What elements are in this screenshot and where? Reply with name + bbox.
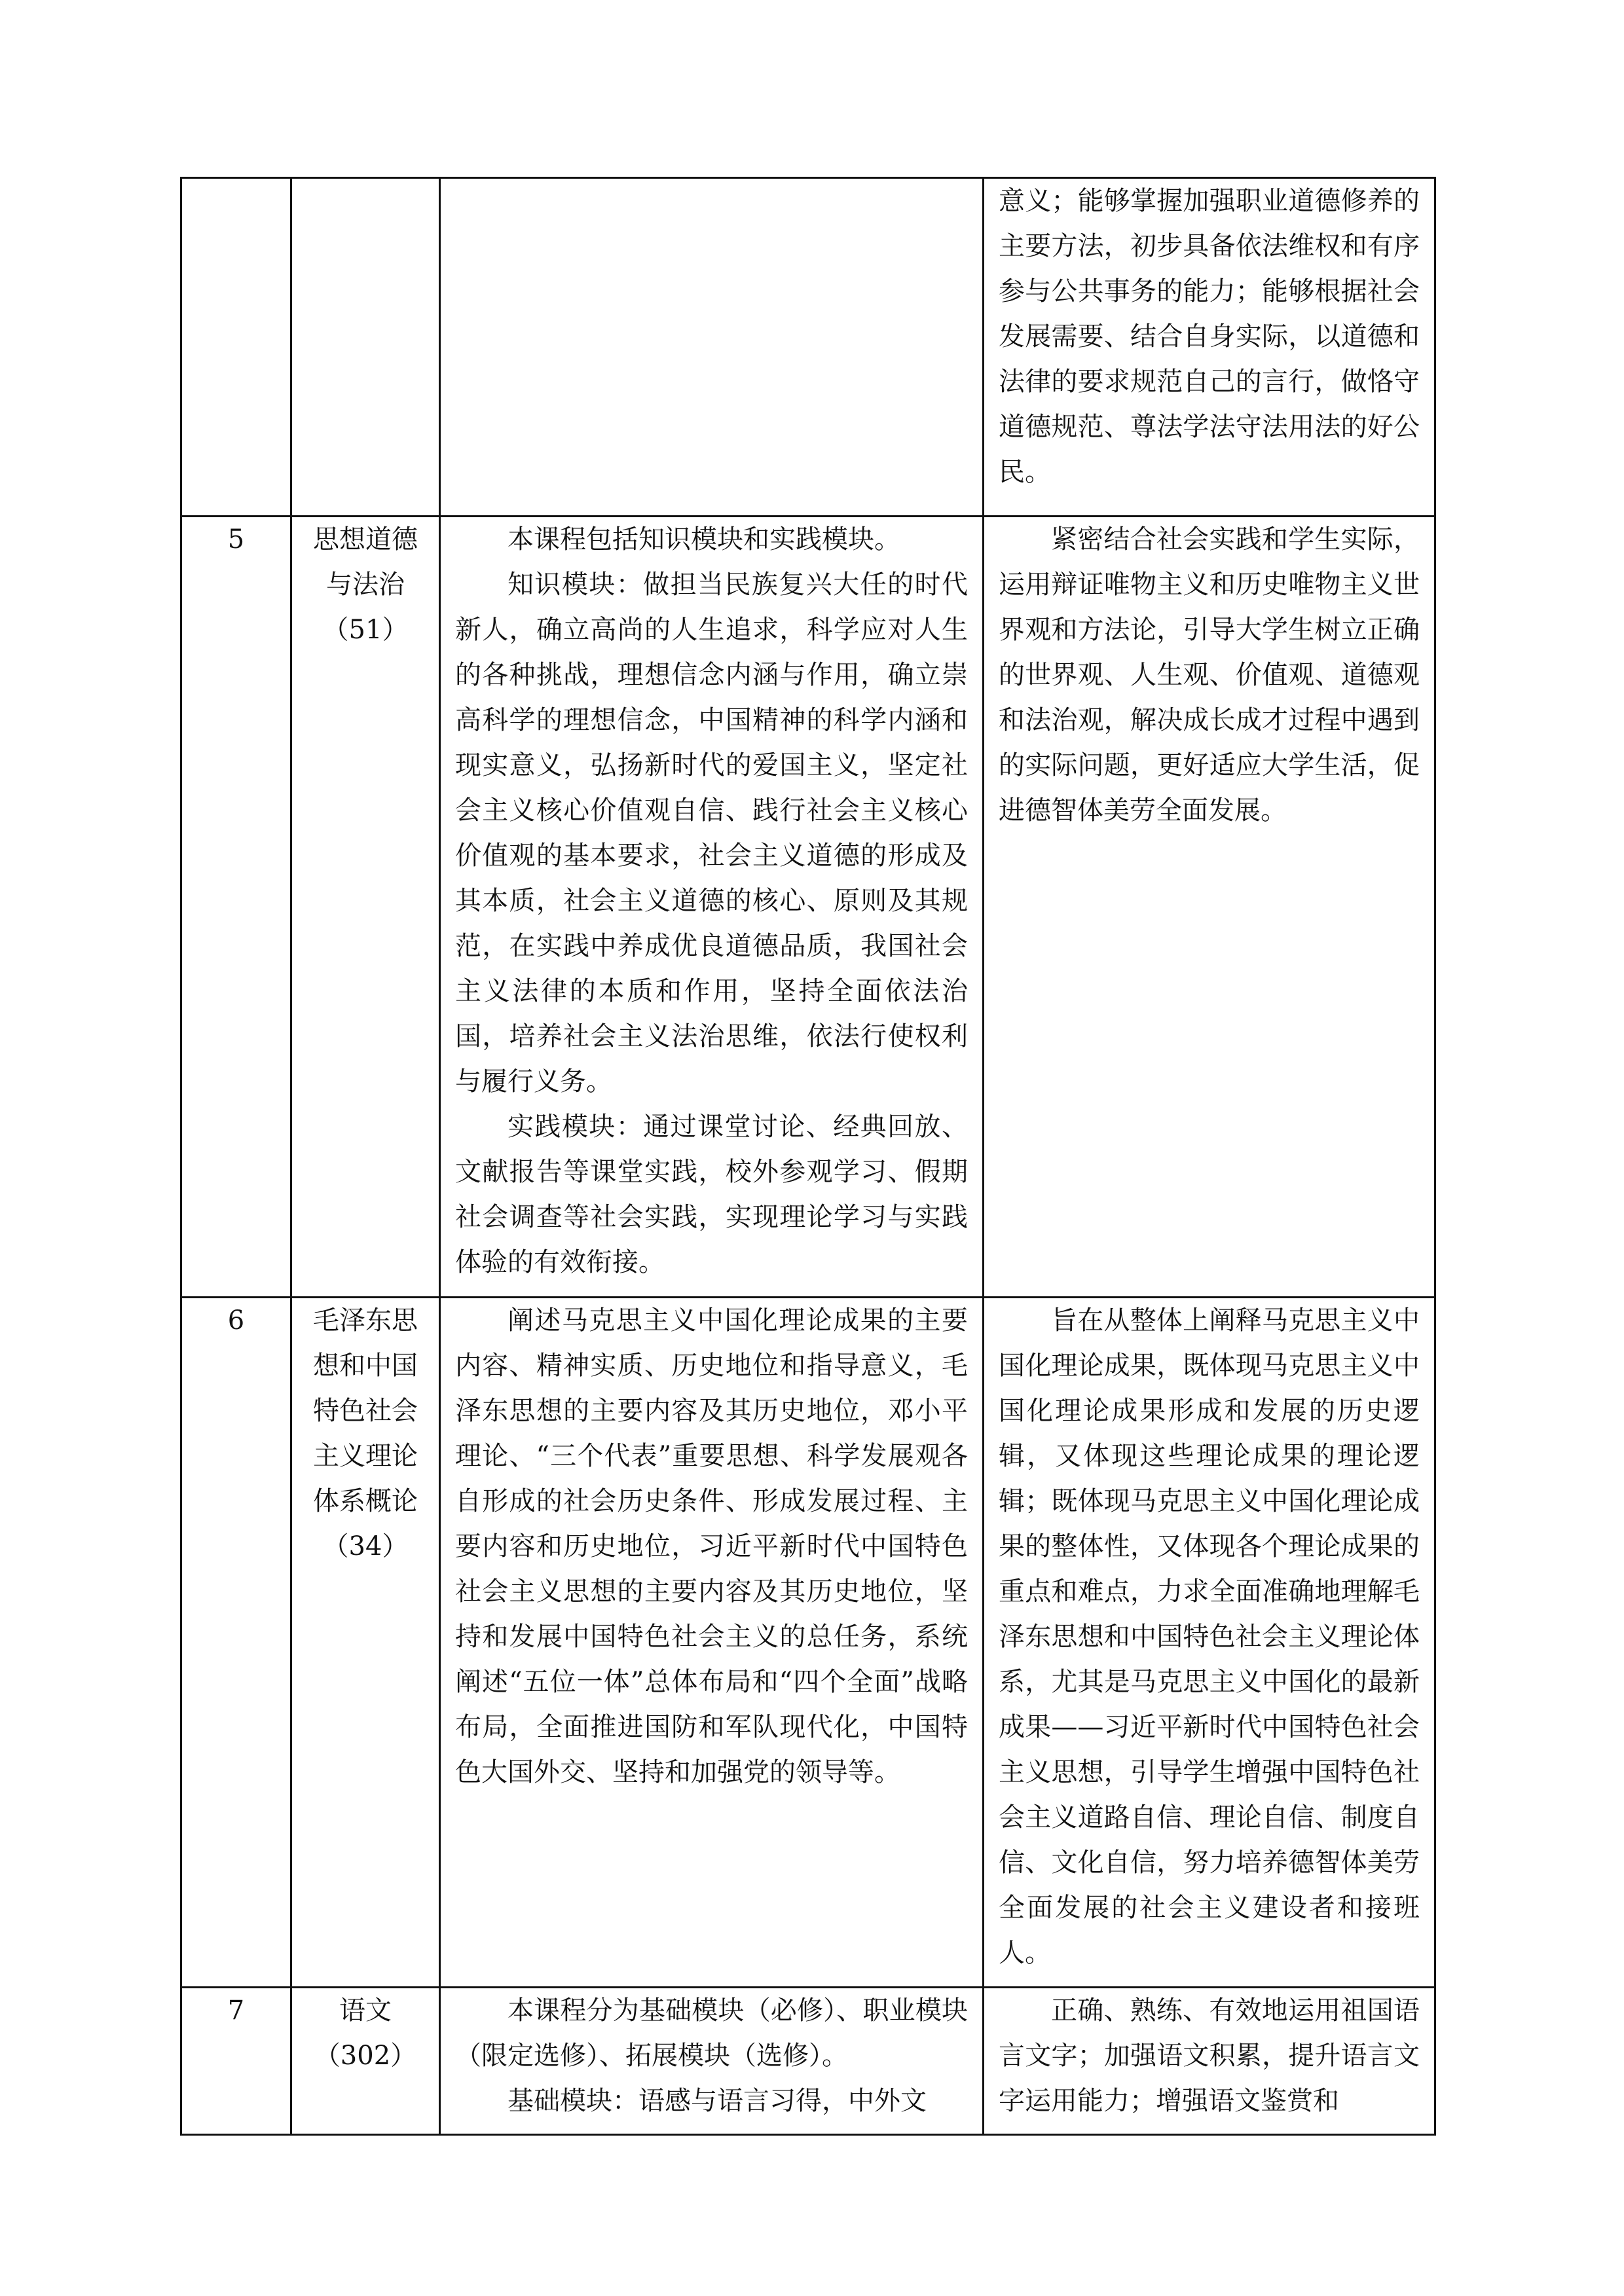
row-number-cell [181, 178, 291, 517]
course-name-cell [291, 178, 440, 517]
course-goal-cell [984, 1988, 1435, 2135]
course-name-line: 特色社会 [313, 1396, 418, 1426]
content-paragraph: 阐述马克思主义中国化理论成果的主要内容、精神实质、历史地位和指导意义，毛泽东思想的主要内容及其历史地位，邓小平理论、“三个代表”重要思想、科学发展观各自形成的社会历史条件、形成发展过程、主要内容和历史地位，习近平新时代中国特色社会主义思想的主要内容及其历史地位，坚持和发展中国特色社会主义的总任务，系统阐述“五位一体”总体布局和“四个全面”战略布局，全面推进国防和军队现代化，中国特色大国外交、坚持和加强党的领导等。 [455, 1305, 968, 1787]
goal-paragraph: 意义；能够掌握加强职业道德修养的主要方法，初步具备依法维权和有序参与公共事务的能力；能够根据社会发展需要、结合自身实际，以道德和法律的要求规范自己的言行，做恪守道德规范、尊法学法守法用法的好公民。 [999, 186, 1420, 487]
course-goal-cell [984, 1298, 1435, 1988]
content-paragraph: 实践模块：通过课堂讨论、经典回放、文献报告等课堂实践，校外参观学习、假期社会调查等社会实践，实现理论学习与实践体验的有效衔接。 [455, 1112, 968, 1277]
course-hours: （34） [322, 1531, 409, 1561]
course-name-cell [291, 1298, 440, 1988]
table-row [181, 517, 1435, 1298]
table-row [181, 1988, 1435, 2135]
course-content-cell [440, 1298, 984, 1988]
course-name-line: 思想道德 [313, 524, 418, 555]
course-content-cell [440, 178, 984, 517]
course-name-line: 想和中国 [313, 1351, 418, 1381]
row-number: 5 [227, 524, 245, 555]
content-paragraph: 知识模块：做担当民族复兴大任的时代新人，确立高尚的人生追求，科学应对人生的各种挑战，理想信念内涵与作用，确立崇高科学的理想信念，中国精神的科学内涵和现实意义，弘扬新时代的爱国主义，坚定社会主义核心价值观自信、践行社会主义核心价值观的基本要求，社会主义道德的形成及其本质，社会主义道德的核心、原则及其规范，在实践中养成优良道德品质，我国社会主义法律的本质和作用，坚持全面依法治国，培养社会主义法治思维，依法行使权利与履行义务。 [455, 570, 968, 1097]
table-row [181, 178, 1435, 517]
content-paragraph: 基础模块：语感与语言习得，中外文 [507, 2086, 927, 2116]
table-row [181, 1298, 1435, 1988]
course-goal-cell [984, 517, 1435, 1298]
course-table [180, 177, 1436, 2136]
content-paragraph: 本课程分为基础模块（必修）、职业模块（限定选修）、拓展模块（选修）。 [455, 1995, 968, 2071]
course-hours: （51） [322, 615, 409, 645]
row-number-cell [181, 517, 291, 1298]
goal-paragraph: 旨在从整体上阐释马克思主义中国化理论成果，既体现马克思主义中国化理论成果形成和发展的历史逻辑，又体现这些理论成果的理论逻辑；既体现马克思主义中国化理论成果的整体性，又体现各个理论成果的重点和难点，力求全面准确地理解毛泽东思想和中国特色社会主义理论体系，尤其是马克思主义中国化的最新成果——习近平新时代中国特色社会主义思想，引导学生增强中国特色社会主义道路自信、理论自信、制度自信、文化自信，努力培养德智体美劳全面发展的社会主义建设者和接班人。 [999, 1305, 1420, 1968]
content-paragraph: 本课程包括知识模块和实践模块。 [507, 524, 900, 555]
course-name-line: 主义理论 [313, 1441, 418, 1471]
course-name-cell [291, 1988, 440, 2135]
course-hours: （302） [314, 2041, 417, 2071]
row-number: 6 [227, 1305, 245, 1336]
course-content-cell [440, 517, 984, 1298]
row-number-cell [181, 1298, 291, 1988]
course-name-line: 语文 [339, 1995, 392, 2026]
course-goal-cell [984, 178, 1435, 517]
course-name-line: 体系概论 [313, 1486, 418, 1516]
course-name-line: 与法治 [326, 570, 405, 600]
course-content-cell [440, 1988, 984, 2135]
course-name-cell [291, 517, 440, 1298]
goal-paragraph: 紧密结合社会实践和学生实际，运用辩证唯物主义和历史唯物主义世界观和方法论，引导大学生树立正确的世界观、人生观、价值观、道德观和法治观，解决成长成才过程中遇到的实际问题，更好适应大学生活，促进德智体美劳全面发展。 [999, 524, 1420, 826]
row-number: 7 [227, 1995, 245, 2026]
goal-paragraph: 正确、熟练、有效地运用祖国语言文字；加强语文积累，提升语言文字运用能力；增强语文鉴赏和 [999, 1995, 1420, 2116]
row-number-cell [181, 1988, 291, 2135]
course-name-line: 毛泽东思 [313, 1305, 418, 1336]
